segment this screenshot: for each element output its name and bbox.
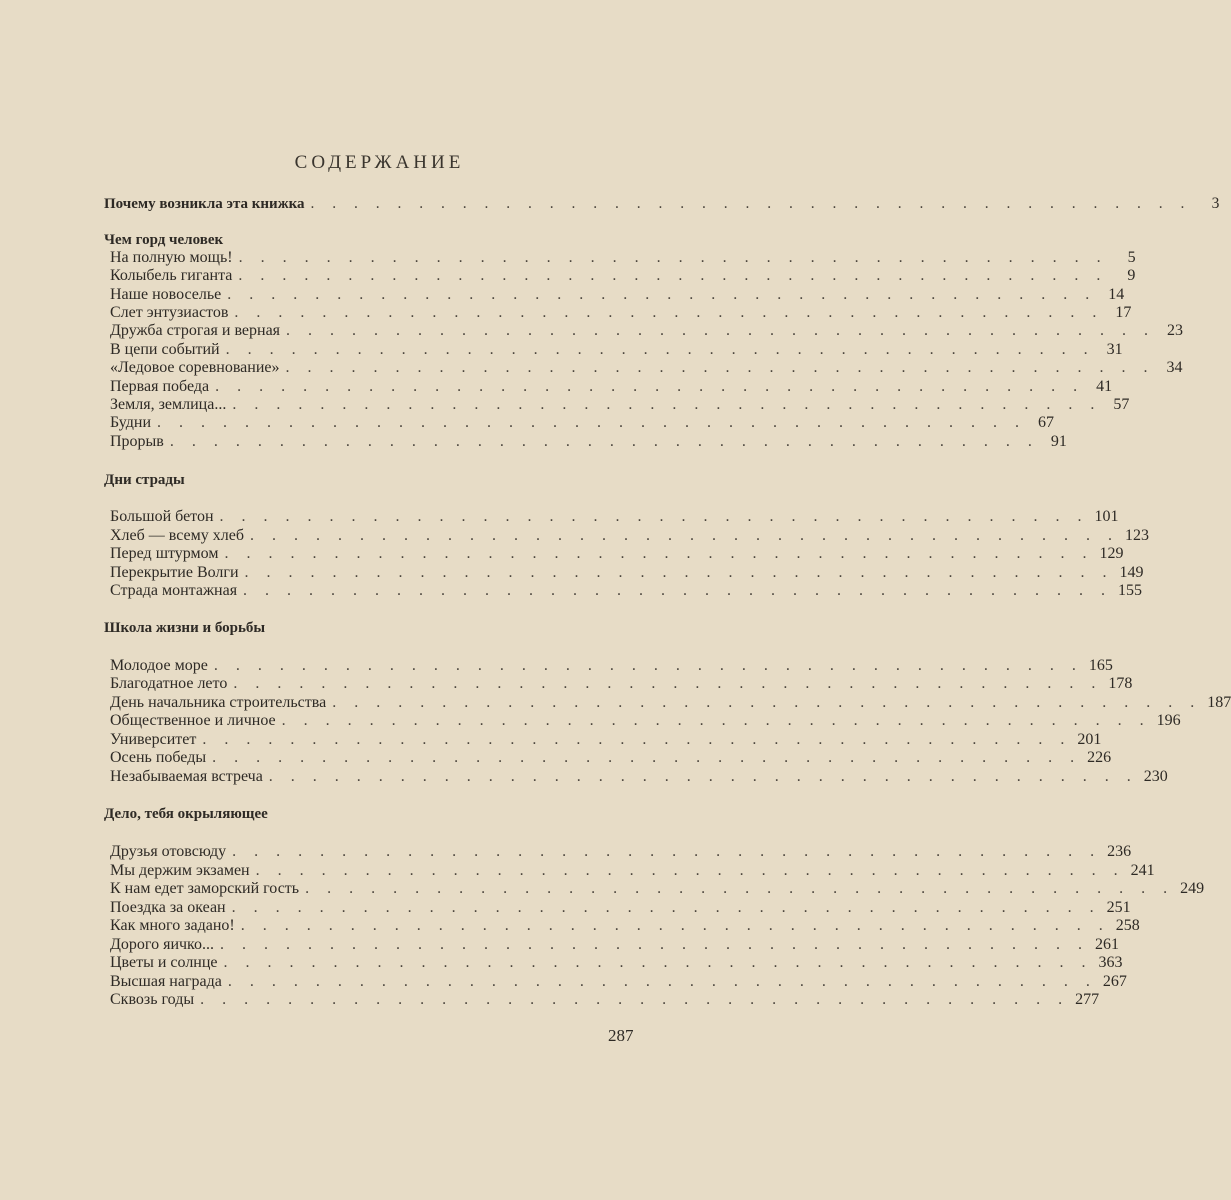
entry-label: Друзья отовсюду <box>110 843 227 860</box>
page-title: СОДЕРЖАНИЕ <box>294 152 465 173</box>
toc-entry <box>110 339 1123 359</box>
entry-page: 67 <box>1038 414 1055 431</box>
toc-entry <box>110 655 1113 675</box>
entry-label: Общественное и личное <box>110 712 276 729</box>
entry-label: Дружба строгая и верная <box>110 322 281 339</box>
toc-entry <box>110 952 1123 972</box>
toc-entry <box>110 357 1183 377</box>
toc-entry <box>110 841 1132 861</box>
dot-leader: . . . . . . . . . . . . . . . . . . . . . . . . . . . . . . . . . . . . . . . . <box>238 249 1108 266</box>
dot-leader: . . . . . . . . . . . . . . . . . . . . . . . . . . . . . . . . . . . . . . . . <box>332 694 1202 711</box>
entry-label: Молодое море <box>110 657 208 674</box>
dot-leader: . . . . . . . . . . . . . . . . . . . . . . . . . . . . . . . . . . . . . . . . <box>227 286 1097 303</box>
entry-page: 101 <box>1094 508 1119 525</box>
entry-page: 267 <box>1102 973 1127 990</box>
entry-label: Осень победы <box>110 749 207 766</box>
entry-label: Благодатное лето <box>110 675 228 692</box>
entry-page: 129 <box>1099 545 1124 562</box>
toc-entry-intro <box>104 193 1220 213</box>
dot-leader: . . . . . . . . . . . . . . . . . . . . . . . . . . . . . . . . . . . . . . . . <box>157 414 1027 431</box>
dot-leader: . . . . . . . . . . . . . . . . . . . . . . . . . . . . . . . . . . . . . . . . <box>231 899 1101 916</box>
entry-page: 91 <box>1050 433 1067 450</box>
entry-label: Университет <box>110 731 197 748</box>
dot-leader: . . . . . . . . . . . . . . . . . . . . . . . . . . . . . . . . . . . . . . . . <box>169 433 1039 450</box>
entry-page: 34 <box>1166 359 1183 376</box>
toc-entry <box>110 710 1181 730</box>
dot-leader: . . . . . . . . . . . . . . . . . . . . . . . . . . . . . . . . . . . . . . . . <box>232 843 1102 860</box>
toc-entry <box>110 766 1168 786</box>
entry-label: День начальника строительства <box>110 694 327 711</box>
entry-label: Наше новоселье <box>110 286 222 303</box>
toc-entry <box>110 506 1119 526</box>
toc-entry <box>110 747 1112 767</box>
toc-entry <box>110 878 1205 898</box>
page-number: 287 <box>608 1026 634 1045</box>
entry-label: На полную мощь! <box>110 249 233 266</box>
entry-label: Поездка за океан <box>110 899 226 916</box>
dot-leader: . . . . . . . . . . . . . . . . . . . . . . . . . . . . . . . . . . . . . . . . <box>233 675 1103 692</box>
dot-leader: . . . . . . . . . . . . . . . . . . . . . . . . . . . . . . . . . . . . . . . . <box>200 991 1070 1008</box>
dot-leader: . . . . . . . . . . . . . . . . . . . . . . . . . . . . . . . . . . . . . . . . <box>281 712 1151 729</box>
toc-entry <box>110 729 1102 749</box>
entry-page: 277 <box>1075 991 1100 1008</box>
dot-leader: . . . . . . . . . . . . . . . . . . . . . . . . . . . . . . . . . . . . . . . . <box>224 545 1094 562</box>
section-heading: Чем горд человек <box>104 232 224 248</box>
section-heading: Школа жизни и борьбы <box>104 620 266 636</box>
entry-label: Страда монтажная <box>110 582 238 599</box>
entry-label: Большой бетон <box>110 508 214 525</box>
dot-leader: . . . . . . . . . . . . . . . . . . . . . . . . . . . . . . . . . . . . . . . . <box>213 657 1083 674</box>
toc-entry <box>110 971 1127 991</box>
entry-page: 9 <box>1127 267 1136 284</box>
entry-page: 201 <box>1077 731 1102 748</box>
entry-label: В цепи событий <box>110 341 220 358</box>
entry-page: 14 <box>1108 286 1125 303</box>
toc-entry <box>110 562 1144 582</box>
entry-label: Перекрытие Волги <box>110 564 239 581</box>
entry-page: 17 <box>1115 304 1132 321</box>
dot-leader: . . . . . . . . . . . . . . . . . . . . . . . . . . . . . . . . . . . . . . . . . <box>310 195 1192 212</box>
entry-label: Незабываемая встреча <box>110 768 263 785</box>
entry-label: Высшая награда <box>110 973 222 990</box>
dot-leader: . . . . . . . . . . . . . . . . . . . . . . . . . . . . . . . . . . . . . . . . <box>232 396 1102 413</box>
toc-entry <box>110 376 1113 396</box>
dot-leader: . . . . . . . . . . . . . . . . . . . . . . . . . . . . . . . . . . . . . . . . <box>202 731 1072 748</box>
section-heading: Дни страды <box>104 472 185 488</box>
dot-leader: . . . . . . . . . . . . . . . . . . . . . . . . . . . . . . . . . . . . . . . . <box>219 508 1089 525</box>
toc-entry <box>110 284 1125 304</box>
entry-page: 258 <box>1115 917 1140 934</box>
dot-leader: . . . . . . . . . . . . . . . . . . . . . . . . . . . . . . . . . . . . . . . . <box>250 527 1119 544</box>
entry-label: Земля, землица... <box>110 396 227 413</box>
entry-page: 165 <box>1088 657 1113 674</box>
dot-leader: . . . . . . . . . . . . . . . . . . . . . . . . . . . . . . . . . . . . . . . . <box>255 862 1125 879</box>
dot-leader: . . . . . . . . . . . . . . . . . . . . . . . . . . . . . . . . . . . . . . . . <box>240 917 1110 934</box>
toc-entry <box>110 934 1120 954</box>
toc-entry <box>110 673 1133 693</box>
entry-page: 251 <box>1106 899 1131 916</box>
entry-label: Сквозь годы <box>110 991 195 1008</box>
dot-leader: . . . . . . . . . . . . . . . . . . . . . . . . . . . . . . . . . . . . . . . . <box>286 322 1156 339</box>
entry-label: Дорого яичко... <box>110 936 215 953</box>
entry-label: Цветы и солнце <box>110 954 218 971</box>
toc-entry <box>110 915 1140 935</box>
toc-entry <box>110 265 1136 285</box>
dot-leader: . . . . . . . . . . . . . . . . . . . . . . . . . . . . . . . . . . . . . . . . <box>225 341 1095 358</box>
entry-page: 123 <box>1125 527 1149 544</box>
toc-entry <box>110 989 1100 1009</box>
entry-page: 178 <box>1108 675 1133 692</box>
entry-page: 31 <box>1106 341 1123 358</box>
dot-leader: . . . . . . . . . . . . . . . . . . . . . . . . . . . . . . . . . . . . . . . . <box>285 359 1155 376</box>
entry-page: 226 <box>1087 749 1112 766</box>
dot-leader: . . . . . . . . . . . . . . . . . . . . . . . . . . . . . . . . . . . . . . . . <box>227 973 1097 990</box>
toc-entry <box>110 431 1067 451</box>
toc-entry <box>110 320 1184 340</box>
entry-page: 41 <box>1096 378 1113 395</box>
dot-leader: . . . . . . . . . . . . . . . . . . . . . . . . . . . . . . . . . . . . . . . . <box>215 378 1085 395</box>
entry-page: 149 <box>1119 564 1144 581</box>
toc-entry <box>110 247 1136 267</box>
entry-label: Мы держим экзамен <box>110 862 250 879</box>
entry-page: 5 <box>1127 249 1136 266</box>
dot-leader: . . . . . . . . . . . . . . . . . . . . . . . . . . . . . . . . . . . . . . . . <box>238 267 1108 284</box>
entry-page: 261 <box>1095 936 1120 953</box>
entry-page: 57 <box>1113 396 1130 413</box>
toc-entry <box>110 692 1231 712</box>
entry-page: 196 <box>1156 712 1181 729</box>
entry-label: Слет энтузиастов <box>110 304 229 321</box>
entry-page: 187 <box>1207 694 1231 711</box>
entry-label: Колыбель гиганта <box>110 267 233 284</box>
entry-page: 236 <box>1107 843 1132 860</box>
entry-label: «Ледовое соревнование» <box>110 359 280 376</box>
toc-entry <box>110 412 1055 432</box>
entry-page: 23 <box>1167 322 1184 339</box>
entry-page: 230 <box>1143 768 1168 785</box>
entry-page: 3 <box>1211 195 1220 212</box>
dot-leader: . . . . . . . . . . . . . . . . . . . . . . . . . . . . . . . . . . . . . . . . <box>305 880 1175 897</box>
entry-page: 155 <box>1118 582 1143 599</box>
toc-entry <box>110 543 1124 563</box>
toc-entry <box>110 394 1130 414</box>
toc-entry <box>110 897 1131 917</box>
entry-label: Будни <box>110 414 152 431</box>
toc-entry <box>110 525 1149 545</box>
entry-label: Хлеб — всему хлеб <box>110 527 244 544</box>
entry-page: 363 <box>1098 954 1123 971</box>
dot-leader: . . . . . . . . . . . . . . . . . . . . . . . . . . . . . . . . . . . . . . . . <box>244 564 1114 581</box>
entry-label: Первая победа <box>110 378 210 395</box>
dot-leader: . . . . . . . . . . . . . . . . . . . . . . . . . . . . . . . . . . . . . . . . <box>243 582 1113 599</box>
entry-label: Почему возникла эта книжка <box>104 196 305 212</box>
entry-label: Как много задано! <box>110 917 235 934</box>
dot-leader: . . . . . . . . . . . . . . . . . . . . . . . . . . . . . . . . . . . . . . . . <box>223 954 1093 971</box>
entry-page: 241 <box>1130 862 1155 879</box>
entry-label: Перед штурмом <box>110 545 219 562</box>
entry-page: 249 <box>1180 880 1205 897</box>
toc-entry <box>110 580 1143 600</box>
dot-leader: . . . . . . . . . . . . . . . . . . . . . . . . . . . . . . . . . . . . . . . . <box>220 936 1090 953</box>
toc-entry <box>110 860 1155 880</box>
dot-leader: . . . . . . . . . . . . . . . . . . . . . . . . . . . . . . . . . . . . . . . . <box>212 749 1082 766</box>
entry-label: Прорыв <box>110 433 164 450</box>
entry-label: К нам едет заморский гость <box>110 880 300 897</box>
section-heading: Дело, тебя окрыляющее <box>104 806 268 822</box>
toc-entry <box>110 302 1132 322</box>
dot-leader: . . . . . . . . . . . . . . . . . . . . . . . . . . . . . . . . . . . . . . . . <box>268 768 1138 785</box>
dot-leader: . . . . . . . . . . . . . . . . . . . . . . . . . . . . . . . . . . . . . . . . <box>234 304 1104 321</box>
